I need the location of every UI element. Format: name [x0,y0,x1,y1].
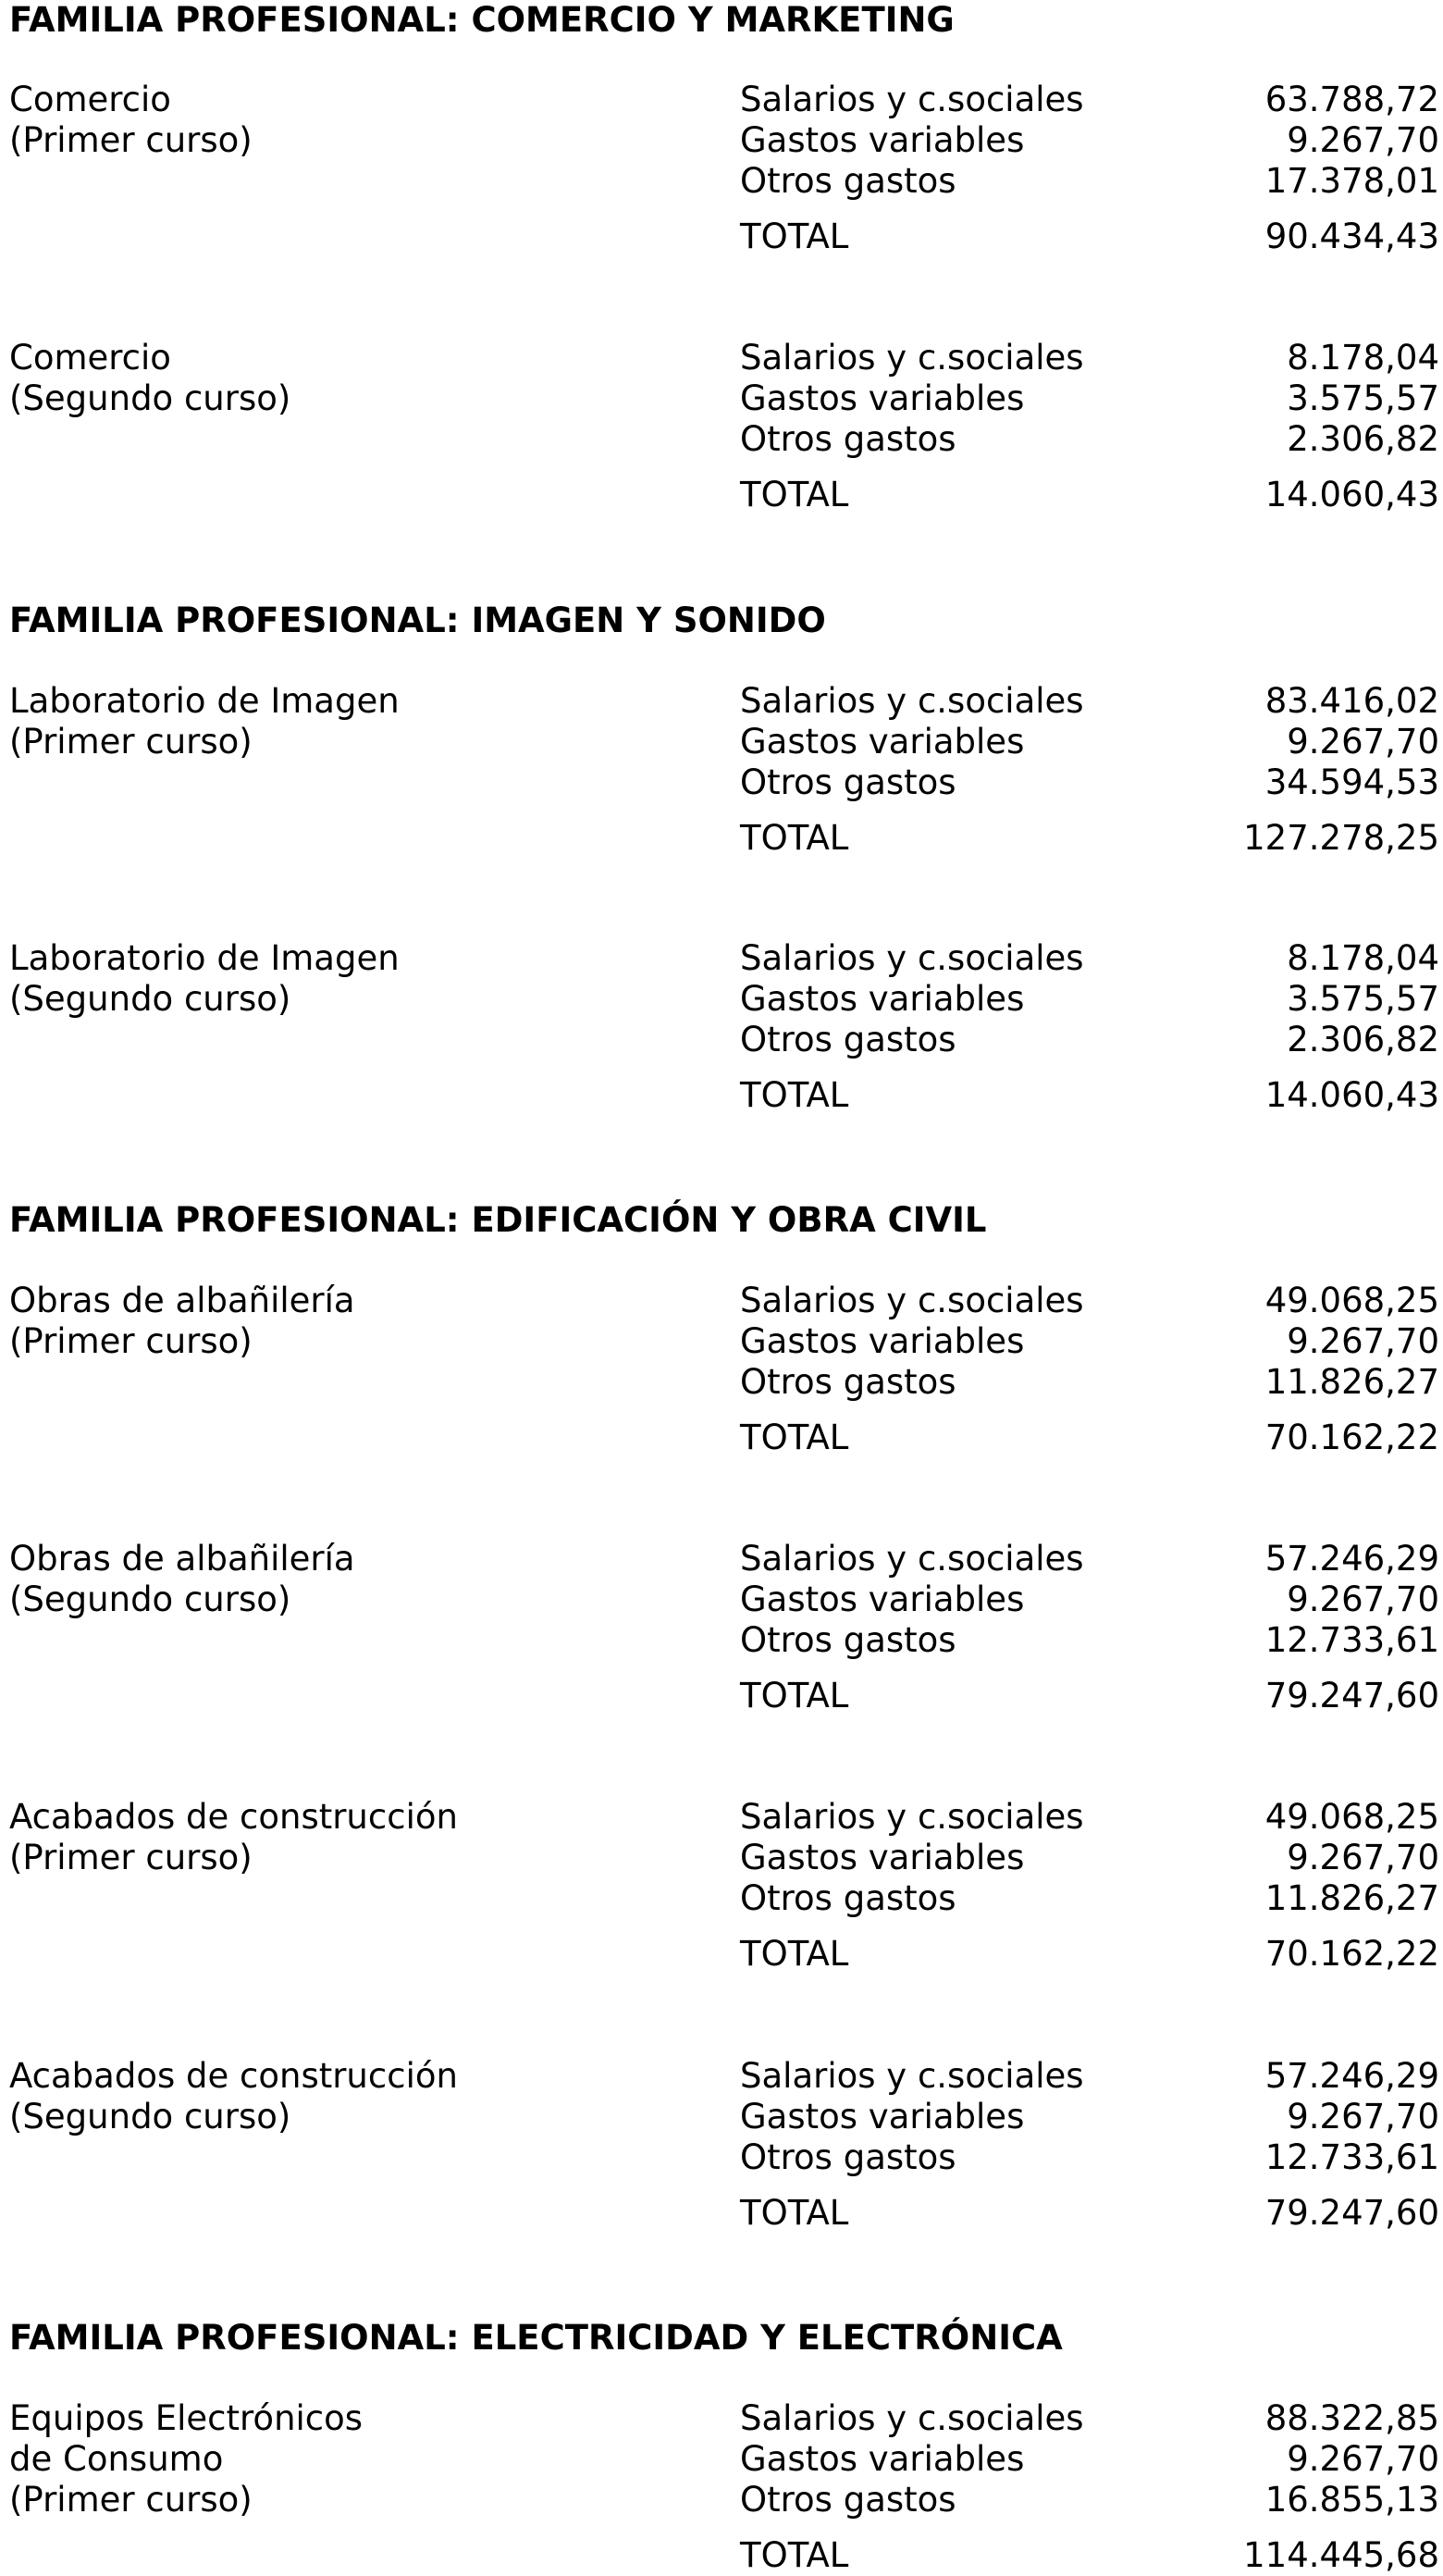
cost-concept: Otros gastos [740,2137,956,2177]
course-line [0,681,1443,722]
cost-concept: Gastos variables [740,378,1025,418]
total-amount: 70.162,22 [1264,1418,1439,1457]
course-name-line: Laboratorio de Imagen [9,938,400,978]
total-label: TOTAL [740,818,849,858]
course-line [0,722,1443,762]
course-line [0,1281,1443,1321]
course-line [0,1797,1443,1838]
cost-amount: 2.306,82 [1287,1020,1439,1059]
course-line [0,938,1443,979]
cost-amount: 2.306,82 [1287,419,1439,459]
cost-concept: Gastos variables [740,1321,1025,1361]
cost-amount: 11.826,27 [1264,1362,1439,1402]
cost-concept: Gastos variables [740,1579,1025,1619]
cost-concept: Gastos variables [740,1838,1025,1877]
total-line [0,1676,1443,1716]
cost-concept: Salarios y c.sociales [740,2056,1084,2096]
cost-concept: Otros gastos [740,2480,956,2520]
cost-amount: 3.575,57 [1287,378,1439,418]
course-line [0,979,1443,1020]
course-line [0,120,1443,161]
cost-amount: 49.068,25 [1264,1797,1439,1837]
course-line [0,1878,1443,1919]
course-line [0,2056,1443,2097]
course-name-line: (Primer curso) [9,120,253,160]
total-line [0,217,1443,257]
cost-concept: Gastos variables [740,120,1025,160]
cost-concept: Salarios y c.sociales [740,1281,1084,1320]
cost-concept: Salarios y c.sociales [740,938,1084,978]
family-heading: FAMILIA PROFESIONAL: COMERCIO Y MARKETING [9,0,955,40]
total-label: TOTAL [740,2535,849,2575]
total-line [0,1934,1443,1975]
course-name-line: Acabados de construcción [9,1797,458,1837]
total-line [0,2535,1443,2576]
cost-concept: Salarios y c.sociales [740,2398,1084,2438]
cost-amount: 83.416,02 [1264,681,1439,721]
total-label: TOTAL [740,475,849,514]
course-name-line: (Primer curso) [9,1321,253,1361]
cost-concept: Salarios y c.sociales [740,80,1084,119]
course-line [0,1539,1443,1579]
cost-amount: 8.178,04 [1287,338,1439,378]
cost-amount: 9.267,70 [1287,120,1439,160]
cost-amount: 57.246,29 [1264,1539,1439,1579]
course-name-line: (Primer curso) [9,2480,253,2520]
total-amount: 14.060,43 [1264,1075,1439,1115]
course-name-line: Equipos Electrónicos [9,2398,364,2438]
course-name-line: Comercio [9,338,171,378]
course-line [0,1579,1443,1620]
family-heading: FAMILIA PROFESIONAL: ELECTRICIDAD Y ELECTRÓNICA [9,2318,1063,2358]
course-line [0,2137,1443,2178]
cost-concept: Otros gastos [740,1620,956,1660]
cost-concept: Gastos variables [740,2097,1025,2136]
cost-amount: 49.068,25 [1264,1281,1439,1320]
total-label: TOTAL [740,2193,849,2233]
course-line [0,1620,1443,1661]
total-line [0,2193,1443,2234]
course-line [0,378,1443,419]
total-line [0,818,1443,859]
total-label: TOTAL [740,1934,849,1974]
total-label: TOTAL [740,1418,849,1457]
course-name-line: (Segundo curso) [9,979,291,1019]
cost-amount: 9.267,70 [1287,722,1439,762]
cost-concept: Otros gastos [740,1362,956,1402]
course-name-line: Comercio [9,80,171,119]
cost-amount: 16.855,13 [1264,2480,1439,2520]
total-label: TOTAL [740,1075,849,1115]
total-amount: 79.247,60 [1264,2193,1439,2233]
course-line [0,1362,1443,1403]
course-name-line: (Segundo curso) [9,378,291,418]
total-amount: 114.445,68 [1243,2535,1439,2575]
cost-amount: 9.267,70 [1287,1579,1439,1619]
total-amount: 90.434,43 [1264,217,1439,256]
cost-concept: Gastos variables [740,2439,1025,2479]
cost-amount: 63.788,72 [1264,80,1439,119]
cost-amount: 9.267,70 [1287,2439,1439,2479]
course-line [0,2097,1443,2137]
cost-amount: 12.733,61 [1264,2137,1439,2177]
course-line [0,419,1443,460]
course-name-line: Obras de albañilería [9,1281,355,1320]
cost-amount: 3.575,57 [1287,979,1439,1019]
cost-concept: Gastos variables [740,722,1025,762]
cost-amount: 8.178,04 [1287,938,1439,978]
cost-concept: Otros gastos [740,419,956,459]
course-line [0,1321,1443,1362]
total-label: TOTAL [740,1676,849,1715]
total-amount: 79.247,60 [1264,1676,1439,1715]
total-line [0,475,1443,515]
cost-amount: 9.267,70 [1287,2097,1439,2136]
course-name-line: Acabados de construcción [9,2056,458,2096]
course-name-line: Obras de albañilería [9,1539,355,1579]
course-line [0,338,1443,378]
cost-concept: Salarios y c.sociales [740,1797,1084,1837]
cost-amount: 88.322,85 [1264,2398,1439,2438]
course-name-line: Laboratorio de Imagen [9,681,400,721]
course-line [0,161,1443,202]
cost-concept: Salarios y c.sociales [740,338,1084,378]
total-amount: 70.162,22 [1264,1934,1439,1974]
total-line [0,1075,1443,1116]
cost-concept: Salarios y c.sociales [740,681,1084,721]
course-name-line: (Segundo curso) [9,2097,291,2136]
cost-concept: Otros gastos [740,1020,956,1059]
course-name-line: (Primer curso) [9,722,253,762]
cost-concept: Otros gastos [740,161,956,201]
course-line [0,1020,1443,1060]
course-name-line: (Segundo curso) [9,1579,291,1619]
cost-concept: Salarios y c.sociales [740,1539,1084,1579]
course-line [0,80,1443,120]
cost-amount: 11.826,27 [1264,1878,1439,1918]
family-heading: FAMILIA PROFESIONAL: IMAGEN Y SONIDO [9,601,826,640]
family-heading: FAMILIA PROFESIONAL: EDIFICACIÓN Y OBRA CIVIL [9,1200,987,1240]
cost-amount: 9.267,70 [1287,1321,1439,1361]
cost-concept: Gastos variables [740,979,1025,1019]
course-line [0,2398,1443,2439]
cost-concept: Otros gastos [740,762,956,802]
cost-amount: 9.267,70 [1287,1838,1439,1877]
course-line [0,2439,1443,2480]
course-name-line: de Consumo [9,2439,224,2479]
course-line [0,1838,1443,1878]
course-line [0,762,1443,803]
total-label: TOTAL [740,217,849,256]
cost-amount: 34.594,53 [1264,762,1439,802]
cost-amount: 57.246,29 [1264,2056,1439,2096]
total-amount: 14.060,43 [1264,475,1439,514]
total-line [0,1418,1443,1458]
total-amount: 127.278,25 [1243,818,1439,858]
course-line [0,2480,1443,2520]
cost-amount: 12.733,61 [1264,1620,1439,1660]
cost-amount: 17.378,01 [1264,161,1439,201]
course-name-line: (Primer curso) [9,1838,253,1877]
cost-concept: Otros gastos [740,1878,956,1918]
